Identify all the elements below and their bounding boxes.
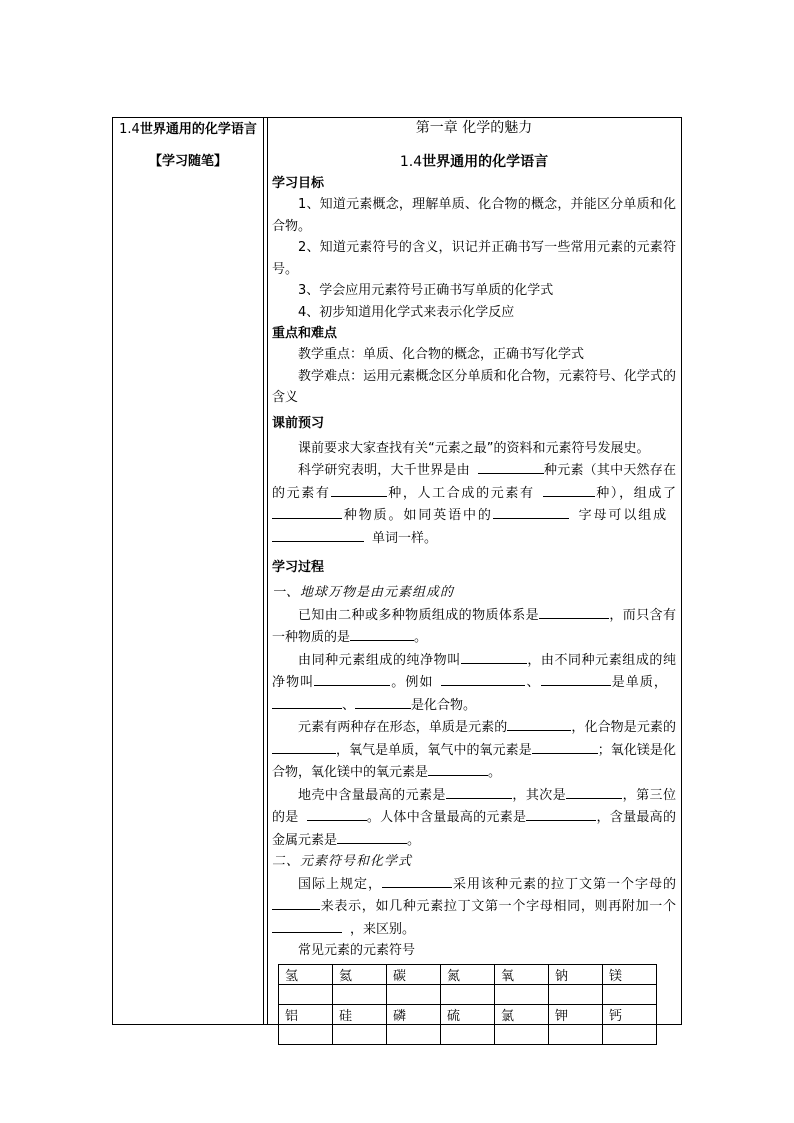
process-paragraph-b: 由同种元素组成的纯净物叫 ，由不同种元素组成的纯净物叫 。例如 、 是单质，、 是化合物。 <box>272 649 676 717</box>
element-name-cell: 铝 <box>279 1004 333 1024</box>
fill-blank[interactable] <box>566 784 622 799</box>
element-name-cell: 氧 <box>495 964 549 984</box>
fill-blank[interactable] <box>314 671 390 686</box>
fill-blank[interactable] <box>272 895 320 910</box>
fill-blank[interactable] <box>382 873 452 888</box>
element-name-cell: 硅 <box>333 1004 387 1024</box>
fill-blank[interactable] <box>307 806 367 821</box>
key-point: 教学重点：单质、化合物的概念，正确书写化学式 <box>298 347 585 362</box>
goal-1: 1、知道元素概念，理解单质、化合物的概念，并能区分单质和化合物。 <box>272 197 676 234</box>
symbol-answer-cell[interactable] <box>387 1024 441 1044</box>
fill-blank[interactable] <box>461 649 527 664</box>
symbol-answer-cell[interactable] <box>549 1024 603 1044</box>
fill-blank[interactable] <box>272 694 342 709</box>
element-name-cell: 氯 <box>495 1004 549 1024</box>
process-paragraph-a: 已知由二种或多种物质组成的物质体系是 ，而只含有一种物质的是 。 <box>272 604 676 649</box>
section-heading-preview: 课前预习 <box>272 415 325 431</box>
fill-blank[interactable] <box>355 694 411 709</box>
fill-blank[interactable] <box>272 504 342 519</box>
fill-blank[interactable] <box>441 671 525 686</box>
preview-paragraph-1: 课前要求大家查找有关“元素之最”的资料和元素符号发展史。 <box>298 440 650 456</box>
symbol-answer-cell[interactable] <box>279 984 333 1004</box>
symbol-answer-cell[interactable] <box>549 984 603 1004</box>
part-2-heading: 二、元素符号和化学式 <box>272 854 413 869</box>
left-column <box>113 120 263 169</box>
part-1-heading: 一、地球万物是由元素组成的 <box>272 585 455 600</box>
left-title: 1.4世界通用的化学语言 <box>119 122 257 137</box>
section-heading-goals: 学习目标 <box>272 176 325 191</box>
symbol-answer-cell[interactable] <box>333 984 387 1004</box>
fill-blank[interactable] <box>526 806 596 821</box>
study-notes-label: 【学习随笔】 <box>148 154 227 169</box>
symbol-answer-cell[interactable] <box>441 984 495 1004</box>
fill-blank[interactable] <box>493 504 569 519</box>
fill-blank[interactable] <box>350 626 414 641</box>
column-divider <box>263 117 264 1025</box>
fill-blank[interactable] <box>446 784 512 799</box>
symbol-answer-cell[interactable] <box>495 1024 549 1044</box>
column-divider-inner <box>267 117 268 1025</box>
element-name-cell: 钾 <box>549 1004 603 1024</box>
fill-blank[interactable] <box>272 527 364 542</box>
fill-blank[interactable] <box>272 739 336 754</box>
element-name-cell: 钙 <box>603 1004 657 1024</box>
process-paragraph-c: 元素有两种存在形态，单质是元素的 ，化合物是元素的，氧气是单质，氧气中的氧元素是 ；氧化镁是化合物，氧化镁中的氧元素是 。 <box>272 716 676 784</box>
fill-blank[interactable] <box>532 739 598 754</box>
symbol-answer-cell[interactable] <box>333 1024 387 1044</box>
table-row <box>279 964 657 984</box>
fill-blank[interactable] <box>541 671 611 686</box>
section-heading-key-points: 重点和难点 <box>272 326 338 341</box>
fill-blank[interactable] <box>543 482 595 497</box>
element-name-cell: 氢 <box>279 964 333 984</box>
table-row <box>279 1004 657 1024</box>
chapter-title: 第一章 化学的魅力 <box>415 120 533 136</box>
goal-2: 2、知道元素符号的含义，识记并正确书写一些常用元素的元素符号。 <box>272 240 676 277</box>
fill-blank[interactable] <box>428 761 488 776</box>
symbol-answer-cell[interactable] <box>387 984 441 1004</box>
lesson-title: 1.4世界通用的化学语言 <box>399 153 549 170</box>
preview-paragraph-2: 科学研究表明，大千世界是由 种元素（其中天然存在的元素有 种，人工合成的元素有 种），组成了种物质。如同英语中的 字母可以组成单词一样。 <box>272 459 676 549</box>
element-name-cell: 镁 <box>603 964 657 984</box>
fill-blank[interactable] <box>272 918 342 933</box>
right-column <box>272 120 676 1045</box>
symbol-answer-cell[interactable] <box>279 1024 333 1044</box>
symbol-answer-cell[interactable] <box>495 984 549 1004</box>
process-paragraph-e: 国际上规定， 采用该种元素的拉丁文第一个字母的来表示，如几种元素拉丁文第一个字母相同，则再附加一个，来区别。 <box>272 873 676 941</box>
table-row <box>279 1024 657 1044</box>
element-name-cell: 硫 <box>441 1004 495 1024</box>
process-paragraph-d: 地壳中含量最高的元素是 ，其次是 ，第三位的是 。人体中含量最高的元素是 ，含量最高的金属元素是 。 <box>272 784 676 852</box>
difficult-point: 教学难点：运用元素概念区分单质和化合物，元素符号、化学式的含义 <box>272 368 676 405</box>
section-heading-process: 学习过程 <box>272 560 325 575</box>
fill-blank[interactable] <box>331 482 387 497</box>
symbol-answer-cell[interactable] <box>441 1024 495 1044</box>
symbol-answer-cell[interactable] <box>603 984 657 1004</box>
fill-blank[interactable] <box>337 829 407 844</box>
element-name-cell: 磷 <box>387 1004 441 1024</box>
element-table-caption: 常见元素的元素符号 <box>298 943 416 958</box>
fill-blank[interactable] <box>507 716 571 731</box>
fill-blank[interactable] <box>539 604 609 619</box>
table-row <box>279 984 657 1004</box>
element-name-cell: 氮 <box>441 964 495 984</box>
goal-4: 4、初步知道用化学式来表示化学反应 <box>298 304 515 320</box>
element-name-cell: 氦 <box>333 964 387 984</box>
fill-blank[interactable] <box>478 459 544 474</box>
element-name-cell: 钠 <box>549 964 603 984</box>
element-name-cell: 碳 <box>387 964 441 984</box>
element-symbol-table <box>278 964 657 1045</box>
goal-3: 3、学会应用元素符号正确书写单质的化学式 <box>298 283 554 298</box>
symbol-answer-cell[interactable] <box>603 1024 657 1044</box>
